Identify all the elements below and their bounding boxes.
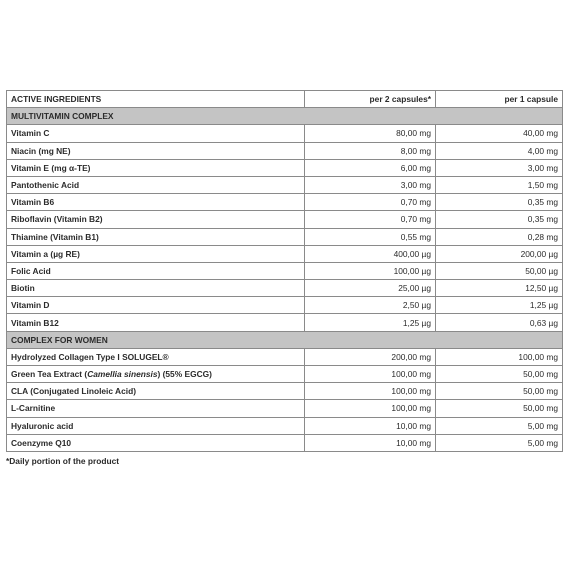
amount-per-1-capsule: 40,00 mg xyxy=(436,125,563,142)
table-row xyxy=(7,383,563,400)
ingredient-name: Vitamin B12 xyxy=(7,314,305,331)
ingredient-name: Vitamin C xyxy=(7,125,305,142)
amount-per-1-capsule: 50,00 mg xyxy=(436,400,563,417)
header-per-2-capsules: per 2 capsules* xyxy=(305,91,436,108)
ingredient-name: Coenzyme Q10 xyxy=(7,434,305,451)
amount-per-1-capsule: 1,50 mg xyxy=(436,176,563,193)
ingredient-name: Biotin xyxy=(7,280,305,297)
table-row xyxy=(7,194,563,211)
amount-per-1-capsule: 0,35 mg xyxy=(436,194,563,211)
section-header-women xyxy=(7,331,563,348)
table-row xyxy=(7,348,563,365)
ingredient-name: Hydrolyzed Collagen Type I SOLUGEL® xyxy=(7,348,305,365)
amount-per-2-capsules: 2,50 µg xyxy=(305,297,436,314)
ingredient-name: Folic Acid xyxy=(7,262,305,279)
amount-per-1-capsule: 50,00 mg xyxy=(436,366,563,383)
ingredient-name: Vitamin a (µg RE) xyxy=(7,245,305,262)
footnote: *Daily portion of the product xyxy=(6,455,120,466)
amount-per-1-capsule: 50,00 mg xyxy=(436,383,563,400)
ingredient-name: L-Carnitine xyxy=(7,400,305,417)
table-row xyxy=(7,142,563,159)
ingredients-panel xyxy=(6,90,562,466)
amount-per-2-capsules: 400,00 µg xyxy=(305,245,436,262)
amount-per-1-capsule: 200,00 µg xyxy=(436,245,563,262)
ingredient-name: CLA (Conjugated Linoleic Acid) xyxy=(7,383,305,400)
table-row xyxy=(7,228,563,245)
amount-per-2-capsules: 6,00 mg xyxy=(305,159,436,176)
table-row xyxy=(7,314,563,331)
table-row xyxy=(7,366,563,383)
amount-per-2-capsules: 100,00 µg xyxy=(305,262,436,279)
ingredient-name: Vitamin D xyxy=(7,297,305,314)
amount-per-2-capsules: 10,00 mg xyxy=(305,434,436,451)
table-row xyxy=(7,211,563,228)
ingredient-name: Niacin (mg NE) xyxy=(7,142,305,159)
amount-per-2-capsules: 0,70 mg xyxy=(305,211,436,228)
table-row xyxy=(7,159,563,176)
amount-per-1-capsule: 0,63 µg xyxy=(436,314,563,331)
ingredient-name-part: Green Tea Extract ( xyxy=(11,369,88,380)
header-active-ingredients: ACTIVE INGREDIENTS xyxy=(7,91,305,108)
ingredient-name: Pantothenic Acid xyxy=(7,176,305,193)
ingredient-name: Vitamin E (mg α-TE) xyxy=(7,159,305,176)
amount-per-1-capsule: 5,00 mg xyxy=(436,417,563,434)
amount-per-1-capsule: 3,00 mg xyxy=(436,159,563,176)
section-title: COMPLEX FOR WOMEN xyxy=(7,331,563,348)
table-row xyxy=(7,297,563,314)
ingredients-table xyxy=(6,90,563,452)
amount-per-1-capsule: 0,28 mg xyxy=(436,228,563,245)
ingredient-name xyxy=(7,366,305,383)
ingredient-name: Hyaluronic acid xyxy=(7,417,305,434)
table-row xyxy=(7,245,563,262)
amount-per-2-capsules: 3,00 mg xyxy=(305,176,436,193)
amount-per-1-capsule: 4,00 mg xyxy=(436,142,563,159)
amount-per-2-capsules: 100,00 mg xyxy=(305,383,436,400)
amount-per-1-capsule: 12,50 µg xyxy=(436,280,563,297)
amount-per-1-capsule: 1,25 µg xyxy=(436,297,563,314)
ingredient-name-part: ) (55% EGCG) xyxy=(157,369,212,380)
table-row xyxy=(7,125,563,142)
ingredient-name: Thiamine (Vitamin B1) xyxy=(7,228,305,245)
amount-per-2-capsules: 200,00 mg xyxy=(305,348,436,365)
ingredient-name: Vitamin B6 xyxy=(7,194,305,211)
amount-per-2-capsules: 25,00 µg xyxy=(305,280,436,297)
amount-per-2-capsules: 0,55 mg xyxy=(305,228,436,245)
amount-per-2-capsules: 100,00 mg xyxy=(305,366,436,383)
table-row xyxy=(7,400,563,417)
amount-per-1-capsule: 50,00 µg xyxy=(436,262,563,279)
amount-per-1-capsule: 100,00 mg xyxy=(436,348,563,365)
amount-per-2-capsules: 80,00 mg xyxy=(305,125,436,142)
ingredient-name: Riboflavin (Vitamin B2) xyxy=(7,211,305,228)
section-header-multivitamin xyxy=(7,108,563,125)
table-header-row xyxy=(7,91,563,108)
table-row xyxy=(7,434,563,451)
section-title: MULTIVITAMIN COMPLEX xyxy=(7,108,563,125)
header-per-1-capsule: per 1 capsule xyxy=(436,91,563,108)
amount-per-1-capsule: 0,35 mg xyxy=(436,211,563,228)
amount-per-2-capsules: 10,00 mg xyxy=(305,417,436,434)
table-row xyxy=(7,262,563,279)
table-row xyxy=(7,280,563,297)
amount-per-2-capsules: 8,00 mg xyxy=(305,142,436,159)
amount-per-2-capsules: 100,00 mg xyxy=(305,400,436,417)
amount-per-2-capsules: 0,70 mg xyxy=(305,194,436,211)
amount-per-2-capsules: 1,25 µg xyxy=(305,314,436,331)
table-row xyxy=(7,417,563,434)
ingredient-latin-name: Camellia sinensis xyxy=(87,369,158,380)
table-row xyxy=(7,176,563,193)
amount-per-1-capsule: 5,00 mg xyxy=(436,434,563,451)
